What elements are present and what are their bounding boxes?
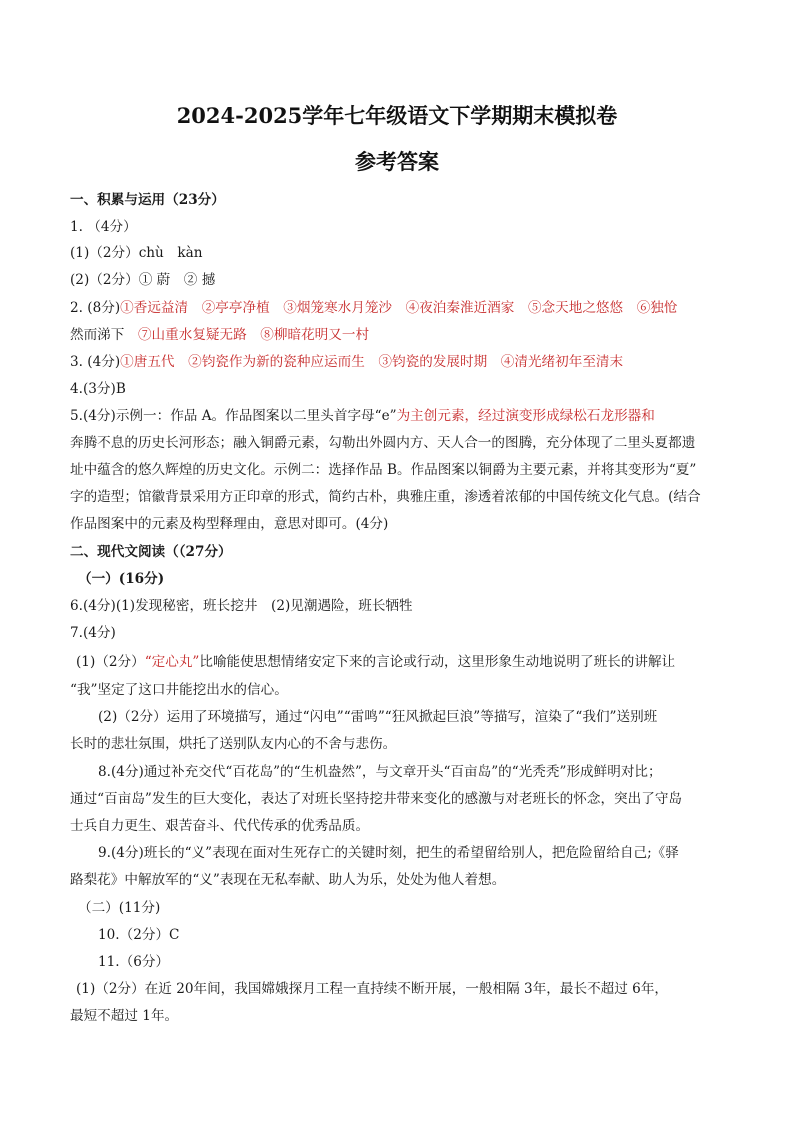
question-2-answer-part-1: ①香远益清 ②亭亭净植 ③烟笼寒水月笼沙 ④夜泊秦淮近酒家 ⑤念天地之悠悠 ⑥独怆: [120, 300, 678, 316]
document-subtitle: 参考答案: [355, 149, 439, 174]
question-5-line-5: 作品图案中的元素及构型释理由，意思对即可。(4分): [70, 516, 389, 532]
document-title: 2024-2025学年七年级语文下学期期末模拟卷: [176, 103, 618, 128]
question-1-part-2-label: (2)（2分）: [70, 272, 139, 288]
question-5-line-1: [70, 406, 730, 426]
question-10: 10.（2分）C: [98, 927, 180, 943]
question-5-line-3: 址中蕴含的悠久辉煌的历史文化。示例二：选择作品 B。作品图案以铜爵为主要元素，并将其变形为“夏”: [70, 462, 697, 478]
question-11-part-1-line-1: (1)（2分）在近 20年间，我国嫦娥探月工程一直持续不断开展，一般相隔 3年，最长不超过 6年，: [76, 981, 669, 997]
question-7-part-2-line-1: (2)（2分）运用了环境描写，通过“闪电”“雷鸣”“狂风掀起巨浪”等描写，渲染了“我们”送别班: [98, 709, 658, 725]
question-1-part-1: [70, 243, 730, 263]
question-5-highlight: 为主创元素，经过演变形成绿松石龙形器和: [396, 408, 655, 424]
question-9-line-2: 路梨花》中解放军的“义”表现在无私奉献、助人为乐，处处为他人着想。: [70, 872, 506, 888]
question-7: 7.(4分): [70, 625, 116, 641]
question-1-part-2: [70, 270, 730, 290]
question-1-part-2-answer: ① 蔚 ② 撼: [138, 272, 216, 288]
section-heading-2: 二、现代文阅读（（27分）: [70, 544, 232, 560]
question-5-line-2: 奔腾不息的历史长河形态；融入铜爵元素，勾勒出外圆内方、天人合一的图腾，充分体现了二里头夏都遗: [70, 435, 696, 451]
question-1-part-1-answer: chù kàn: [138, 245, 203, 261]
question-6: 6.(4分)(1)发现秘密，班长挖井 (2)见潮遇险，班长牺牲: [70, 598, 413, 614]
question-7-part-1-text: 比喻能使思想情绪安定下来的言论或行动，这里形象生动地说明了班长的讲解让: [199, 654, 676, 670]
question-2-line-2: [70, 325, 730, 345]
question-3-label: 3. (4分): [70, 354, 121, 370]
question-7-part-1-highlight: “定心丸”: [144, 654, 200, 670]
question-2-line-1: [70, 298, 730, 318]
question-11: 11.（6分）: [98, 954, 170, 970]
question-2-answer-part-2: 然而涕下: [70, 327, 125, 343]
question-8-line-1: 8.(4分)通过补充交代“百花岛”的“生机盎然”，与文章开头“百亩岛”的“光秃秃”形成鲜明对比；: [98, 764, 662, 780]
question-2-label: 2. (8分): [70, 300, 121, 316]
question-2-answer-part-3: ⑦山重水复疑无路 ⑧柳暗花明又一村: [137, 327, 370, 343]
question-11-part-1-line-2: 最短不超过 1年。: [70, 1008, 179, 1024]
question-9-line-1: 9.(4分)班长的“义”表现在面对生死存亡的关键时刻，把生的希望留给别人，把危险留给自己;《驿: [98, 845, 679, 861]
section-heading-1: 一、积累与运用（23分）: [70, 192, 225, 208]
question-1-part-1-label: (1)（2分）: [70, 245, 139, 261]
question-5-text: 5.(4分)示例一：作品 A。作品图案以二里头首字母“e”: [70, 408, 397, 424]
question-7-part-1-label: (1)（2分）: [76, 654, 145, 670]
question-4: 4.(3分)B: [70, 381, 126, 397]
question-7-part-1-line-2: “我”坚定了这口井能挖出水的信心。: [70, 682, 288, 698]
question-3-answer: ①唐五代 ②钧瓷作为新的瓷种应运而生 ③钧瓷的发展时期 ④清光绪初年至清末: [120, 354, 624, 370]
subsection-heading-2: （二）(11分): [78, 900, 161, 916]
question-8-line-2: 通过“百亩岛”发生的巨大变化，表达了对班长坚持挖井带来变化的感激与对老班长的怀念，突出了守岛: [70, 791, 683, 807]
question-3: [70, 352, 730, 372]
question-7-part-1-line-1: [76, 652, 736, 672]
question-1: 1. （4分）: [70, 219, 137, 235]
question-7-part-2-line-2: 长时的悲壮氛围，烘托了送别队友内心的不舍与悲伤。: [70, 736, 397, 752]
subsection-heading-1: （一）(16分): [78, 571, 165, 587]
question-8-line-3: 士兵自力更生、艰苦奋斗、代代传承的优秀品质。: [70, 818, 370, 834]
question-5-line-4: 字的造型；馆徽背景采用方正印章的形式，简约古朴，典雅庄重，渗透着浓郁的中国传统文化气息。(结合: [70, 489, 701, 505]
